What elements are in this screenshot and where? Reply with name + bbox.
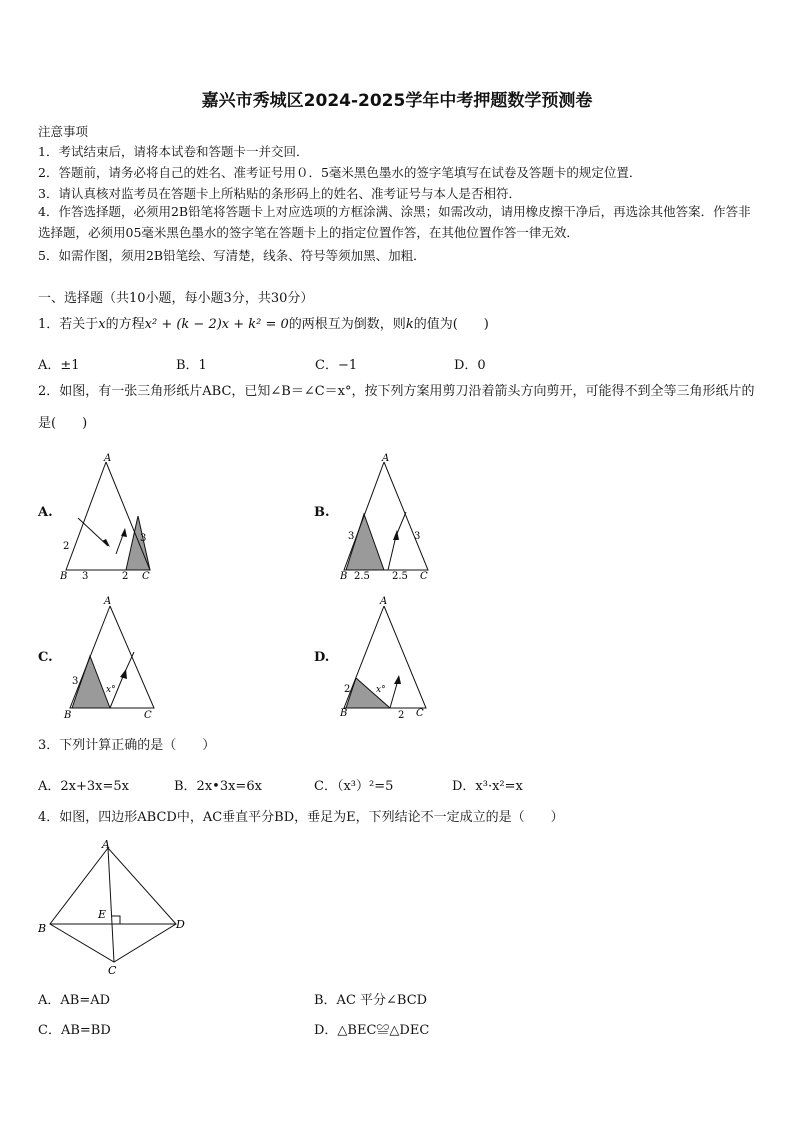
q2-option-a-label[interactable]: A. <box>38 505 53 520</box>
fig-d-label-1: 2 <box>344 684 351 695</box>
fig-d-vertex-b: B <box>340 708 348 719</box>
fig-c-label-1: 3 <box>72 676 79 687</box>
q3-options <box>38 775 523 794</box>
q1-equation: x² + (k − 2)x + k² = 0 <box>144 317 289 332</box>
fig-b-label-1: 3 <box>348 531 355 542</box>
q3-option-d[interactable]: D．x³·x²=x <box>452 779 523 794</box>
fig-c-vertex-b: B <box>64 710 72 721</box>
q4-vertex-c: C <box>108 964 117 977</box>
q1-var-k: k <box>405 317 414 332</box>
notice-item-4: 4．作答选择题，必须用2B铅笔将答题卡上对应选项的方框涂满、涂黑；如需改动，请用橡皮擦干净后，再选涂其他答案．作答非选择题，必须用05毫米黑色墨水的签字笔在答题卡上的指定位置作答，在其他位置作答一律无效． <box>38 204 751 240</box>
q1-var-x: x <box>98 317 106 332</box>
fig-a-label-1: 2 <box>63 541 70 552</box>
q4-option-d[interactable]: D．△BEC≌△DEC <box>314 1023 430 1038</box>
q1-option-d[interactable]: D．0 <box>454 358 486 373</box>
fig-a-vertex-c: C <box>142 571 150 580</box>
fig-a-label-3: 2 <box>122 571 129 580</box>
page-title: 嘉兴市秀城区2024-2025学年中考押题数学预测卷 <box>201 91 593 111</box>
notice-item-3: 3．请认真核对监考员在答题卡上所粘贴的条形码上的姓名、准考证号与本人是否相符． <box>38 186 521 201</box>
q2-option-c-label[interactable]: C. <box>38 650 53 665</box>
q4-option-b[interactable]: B．AC 平分∠BCD <box>314 993 428 1008</box>
section-heading: 一、选择题（共10小题，每小题3分，共30分） <box>38 291 314 306</box>
notice-item-5: 5．如需作图，须用2B铅笔绘、写清楚，线条、符号等须加黑、加粗． <box>38 248 426 263</box>
fig-d-vertex-a: A <box>380 596 388 607</box>
q2-figure-d <box>336 592 436 726</box>
fig-c-angle: x° <box>106 685 116 695</box>
q4-vertex-a: A <box>102 838 110 851</box>
notice-item-2: 2．答题前，请务必将自己的姓名、准考证号用０．5毫米黑色墨水的签字笔填写在试卷及答题卡的规定位置． <box>38 165 642 180</box>
q1-text-post: 的值为( ) <box>413 317 489 332</box>
q2-figure-b <box>336 446 436 580</box>
q1-option-a[interactable]: A．±1 <box>38 358 80 373</box>
q4-vertex-d: D <box>176 918 185 931</box>
fig-b-label-4: 3 <box>414 531 421 542</box>
fig-a-label-2: 3 <box>82 571 89 580</box>
question-3: 3．下列计算正确的是（ ） <box>38 738 216 753</box>
q4-option-a[interactable]: A．AB=AD <box>38 993 111 1008</box>
fig-a-vertex-a: A <box>104 453 112 464</box>
q4-option-c[interactable]: C．AB=BD <box>38 1023 111 1038</box>
q4-point-e: E <box>98 908 107 921</box>
fig-a-vertex-b: B <box>60 571 68 580</box>
fig-b-vertex-a: A <box>382 453 390 464</box>
question-2: 2．如图，有一张三角形纸片ABC，已知∠B＝∠C＝x°，按下列方案用剪刀沿着箭头方向剪开，可能得不到全等三角形纸片的是( ) <box>38 384 755 431</box>
fig-d-label-2: 2 <box>398 710 405 721</box>
q4-figure <box>36 836 196 978</box>
q3-option-b[interactable]: B．2x•3x=6x <box>174 779 262 794</box>
q1-text-pre: 1．若关于 <box>38 317 99 332</box>
q2-figure-a <box>58 446 158 580</box>
fig-d-angle: x° <box>376 685 386 695</box>
notice-heading: 注意事项 <box>38 124 89 139</box>
q2-option-d-label[interactable]: D. <box>314 650 330 665</box>
q1-text-mid: 的方程 <box>105 317 145 332</box>
q1-options <box>38 354 486 373</box>
notice-item-1: 1．考试结束后，请将本试卷和答题卡一并交回． <box>38 144 309 159</box>
q3-option-a[interactable]: A．2x+3x=5x <box>38 779 129 794</box>
question-4: 4．如图，四边形ABCD中，AC垂直平分BD，垂足为E，下列结论不一定成立的是（ ） <box>38 810 564 825</box>
fig-b-label-3: 2.5 <box>392 571 408 580</box>
fig-c-vertex-a: A <box>104 596 112 607</box>
fig-b-vertex-c: C <box>420 571 428 580</box>
q4-vertex-b: B <box>38 922 47 935</box>
q3-option-c[interactable]: C．（x³）²=5 <box>314 779 394 794</box>
fig-b-vertex-b: B <box>340 571 348 580</box>
q1-text-mid2: 的两根互为倒数，则 <box>288 317 406 332</box>
question-1 <box>38 309 760 341</box>
fig-b-label-2: 2.5 <box>354 571 370 580</box>
q1-option-b[interactable]: B．1 <box>176 358 207 373</box>
q2-option-b-label[interactable]: B. <box>314 505 330 520</box>
q2-figure-c <box>62 592 162 726</box>
q1-option-c[interactable]: C．−1 <box>315 358 358 373</box>
fig-d-vertex-c: C <box>416 708 424 719</box>
fig-c-vertex-c: C <box>144 710 152 721</box>
fig-a-label-4: 3 <box>140 533 147 544</box>
